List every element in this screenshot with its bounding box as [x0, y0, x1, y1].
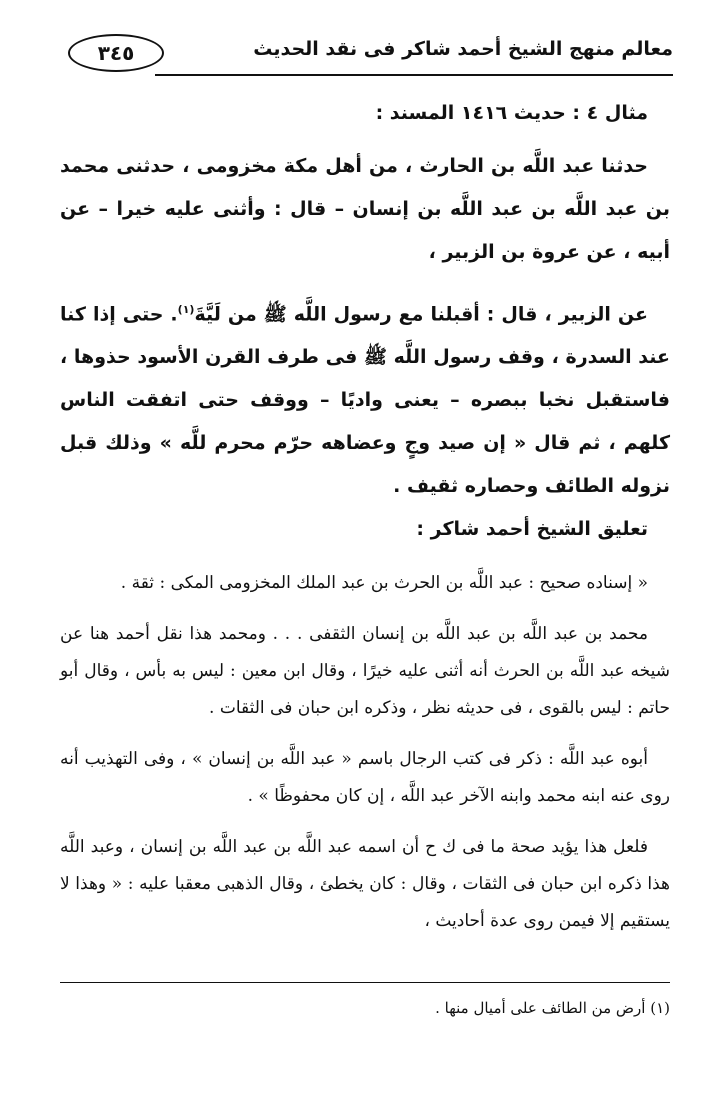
footnote-reference: (١)	[177, 303, 195, 316]
matn-text-end: . حتى إذا كنا عند السدرة ، وقف رسول اللَّه ﷺ فى طرف القرن الأسود حذوها ، فاستقبل نخبا ببصره – يعنى واديًا – ووقف حتى اتفقت الناس كلهم ، ثم قال « إن صيد وجٍ وعضاهه حرّم محرم للَّه » وذلك قبل نزوله الطائف وحصاره ثقيف .	[60, 303, 670, 498]
commentary-paragraph: محمد بن عبد اللَّه بن عبد اللَّه بن إنسان الثقفى . . . ومحمد هذا نقل أحمد هنا عن شيخه عبد اللَّه بن الحرث أنه أثنى عليه خيرًا ، وقال ابن معين : ليس به بأس ، وقال أبو حاتم : ليس بالقوى ، فى حديثه نظر ، وذكره ابن حبان فى الثقات .	[60, 624, 670, 719]
header-rule	[155, 74, 673, 76]
page-number: ٣٤٥	[68, 34, 164, 72]
hadith-matn	[60, 288, 670, 508]
commentary-paragraph: فلعل هذا يؤيد صحة ما فى ك ح أن اسمه عبد اللَّه بن عبد اللَّه بن إنسان ، وعبد اللَّه هذا ذكره ابن حبان فى الثقات ، وقال : كان يخطئ ، وقال الذهبى معقبا عليه : « وهذا لا يستقيم إلا فيمن روى عدة أحاديث ،	[60, 837, 670, 932]
running-title: معالم منهج الشيخ أحمد شاكر فى نقد الحديث	[253, 38, 673, 60]
footnote: (١) أرض من الطائف على أميال منها .	[435, 999, 670, 1017]
page-header	[60, 22, 673, 78]
commentary-paragraph: « إسناده صحيح : عبد اللَّه بن الحرث بن عبد الملك المخزومى المكى : ثقة .	[120, 573, 648, 594]
hadith-isnad: حدثنا عبد اللَّه بن الحارث ، من أهل مكة مخزومى ، حدثنى محمد بن عبد اللَّه بن عبد اللَّه بن إنسان – قال : وأثنى عليه خيرا – عن أبيه ، عن عروة بن الزبير ،	[60, 155, 670, 263]
example-heading: مثال ٤ : حديث ١٤١٦ المسند :	[375, 102, 648, 124]
commentary-heading: تعليق الشيخ أحمد شاكر :	[416, 518, 648, 541]
footnote-separator	[60, 982, 670, 983]
page-body	[60, 92, 670, 940]
hadith-block	[60, 92, 670, 551]
commentary-text	[60, 565, 670, 940]
commentary-paragraph: أبوه عبد اللَّه : ذكر فى كتب الرجال باسم « عبد اللَّه بن إنسان » ، وفى التهذيب أنه روى عنه ابنه محمد وابنه الآخر عبد اللَّه ، إن كان محفوظًا » .	[60, 749, 670, 807]
matn-text-start: عن الزبير ، قال : أقبلنا مع رسول اللَّه ﷺ من لَيَّةَ	[194, 303, 648, 326]
